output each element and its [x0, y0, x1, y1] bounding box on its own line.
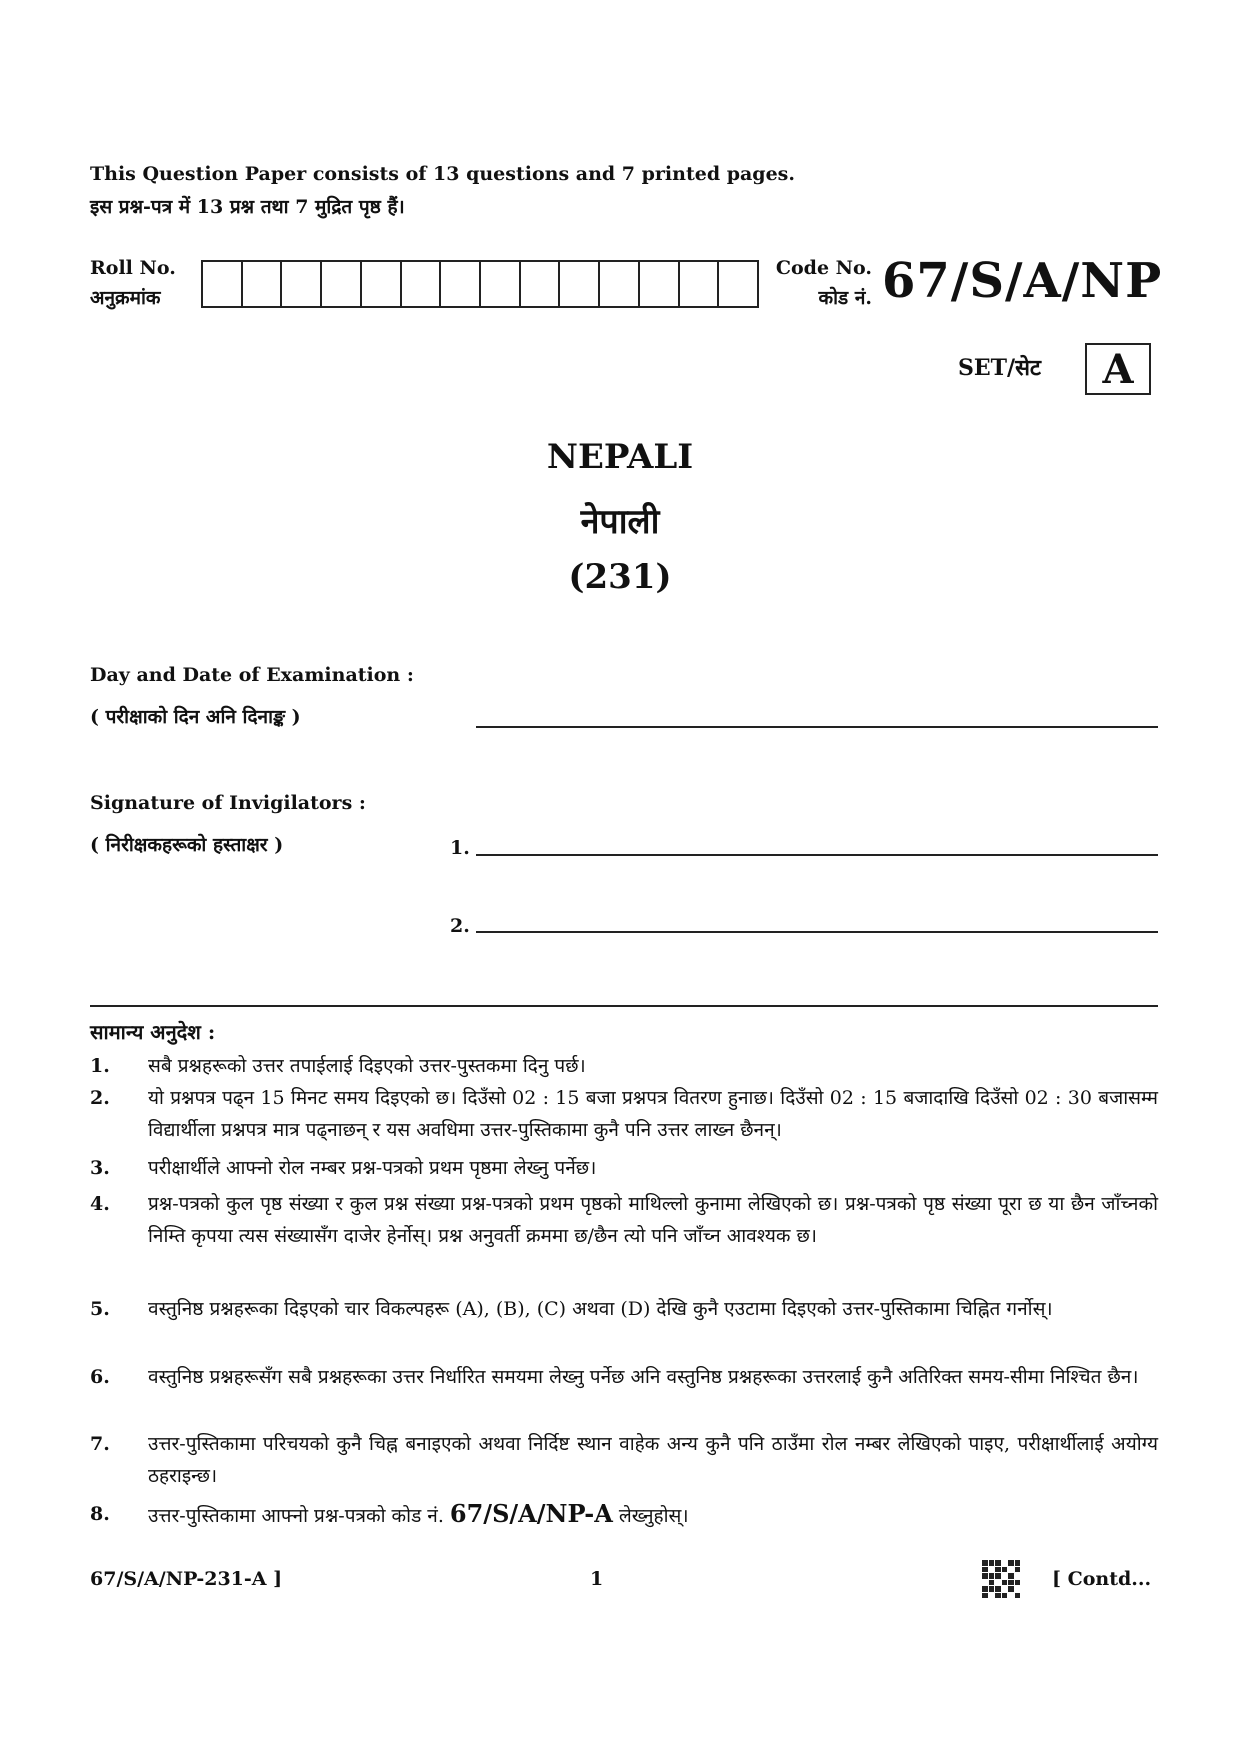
instruction-number: 7.	[90, 1433, 110, 1455]
roll-number-cell[interactable]	[717, 260, 759, 308]
page-number: 1	[590, 1568, 604, 1590]
instruction-text: उत्तर-पुस्तिकामा परिचयको कुनै चिह्न बनाइएको अथवा निर्दिष्ट स्थान वाहेक अन्य कुनै पनि ठाउँमा रोल नम्बर लेखिएको पाइए, परीक्षार्थीलाई अयोग्य ठहराइन्छ।	[148, 1433, 1158, 1487]
roll-number-cell[interactable]	[519, 260, 561, 308]
instruction-text-end: लेख्नुहोस्।	[618, 1505, 689, 1527]
code-label-hi: कोड नं.	[818, 287, 872, 309]
roll-number-cell[interactable]	[598, 260, 640, 308]
continued-label: [ Contd...	[1052, 1568, 1152, 1590]
signature-number-1: 1.	[450, 837, 470, 859]
invigilator-label-en: Signature of Invigilators :	[90, 792, 366, 814]
roll-number-boxes[interactable]	[203, 260, 759, 308]
instruction-item	[90, 1152, 1158, 1184]
footer-code: 67/S/A/NP-231-A ]	[90, 1568, 283, 1590]
section-divider	[90, 1005, 1158, 1007]
signature-line-2[interactable]	[476, 931, 1158, 933]
instruction-item	[90, 1050, 1158, 1082]
page-count-en: This Question Paper consists of 13 questions and 7 printed pages.	[90, 163, 795, 185]
subject-code: (231)	[568, 557, 672, 597]
invigilator-label-np: ( निरीक्षकहरूको हस्ताक्षर )	[90, 834, 284, 856]
roll-label-en: Roll No.	[90, 257, 176, 279]
code-label-en: Code No.	[775, 257, 872, 279]
roll-number-cell[interactable]	[241, 260, 283, 308]
instruction-number: 6.	[90, 1366, 110, 1388]
instruction-number: 8.	[90, 1503, 110, 1525]
instructions-heading: सामान्य अनुदेश :	[90, 1020, 216, 1044]
roll-number-cell[interactable]	[638, 260, 680, 308]
roll-number-cell[interactable]	[678, 260, 720, 308]
instruction-item	[90, 1188, 1158, 1284]
instruction-item	[90, 1428, 1158, 1492]
instruction-item	[90, 1082, 1158, 1146]
instruction-text: प्रश्न-पत्रको कुल पृष्ठ संख्या र कुल प्रश्न संख्या प्रश्न-पत्रको प्रथम पृष्ठको माथिल्लो कुनामा लेखिएको छ। प्रश्न-पत्रको पृष्ठ संख्या पूरा छ या छैन जाँच्नको निम्ति कृपया त्यस संख्यासँग दाजेर हेर्नोस्। प्रश्न अनुवर्ती क्रममा छ/छैन त्यो पनि जाँच्न आवश्यक छ।	[148, 1193, 1158, 1247]
roll-number-cell[interactable]	[558, 260, 600, 308]
set-box: A	[1085, 343, 1151, 395]
instruction-text: उत्तर-पुस्तिकामा आफ्नो प्रश्न-पत्रको कोड नं.	[148, 1505, 444, 1527]
signature-number-2: 2.	[450, 915, 470, 937]
instruction-text: वस्तुनिष्ठ प्रश्नहरूका दिइएको चार विकल्पहरू (A), (B), (C) अथवा (D) देखि कुनै एउटामा दिइएको उत्तर-पुस्तिकामा चिह्नित गर्नोस्।	[148, 1298, 1053, 1320]
set-label: SET/सेट	[958, 355, 1042, 381]
instruction-item	[90, 1361, 1158, 1425]
roll-label	[90, 253, 176, 313]
instruction-text: यो प्रश्नपत्र पढ्न 15 मिनट समय दिइएको छ। दिउँसो 02 : 15 बजा प्रश्नपत्र वितरण हुनाछ। दिउँसो 02 : 15 बजादाखि दिउँसो 02 : 30 बजासम्म विद्यार्थीला प्रश्नपत्र मात्र पढ्नाछन् र यस अवधिमा उत्तर-पुस्तिकामा कुनै पनि उत्तर लाख्न छैनन्।	[148, 1087, 1158, 1141]
roll-label-hi: अनुक्रमांक	[90, 287, 161, 309]
subject-title-np: नेपाली	[580, 502, 660, 542]
code-number: 67/S/A/NP	[882, 253, 1163, 309]
code-label	[762, 253, 872, 313]
roll-number-cell[interactable]	[280, 260, 322, 308]
exam-date-label-np: ( परीक्षाको दिन अनि दिनाङ्क )	[90, 706, 301, 728]
instruction-number: 1.	[90, 1055, 110, 1077]
instruction-number: 4.	[90, 1193, 110, 1215]
instruction-text: वस्तुनिष्ठ प्रश्नहरूसँग सबै प्रश्नहरूका उत्तर निर्धारित समयमा लेख्नु पर्नेछ अनि वस्तुनिष्ठ प्रश्नहरूका उत्तरलाई कुनै अतिरिक्त समय-सीमा निश्चित छैन।	[148, 1366, 1139, 1388]
instruction-code: 67/S/A/NP-A	[449, 1499, 613, 1528]
instruction-number: 2.	[90, 1087, 110, 1109]
instruction-text: सबै प्रश्नहरूको उत्तर तपाईलाई दिइएको उत्तर-पुस्तकमा दिनु पर्छ।	[148, 1055, 586, 1077]
qr-code-icon	[982, 1560, 1020, 1598]
roll-number-cell[interactable]	[479, 260, 521, 308]
exam-date-line[interactable]	[476, 726, 1158, 728]
instruction-item	[90, 1498, 1158, 1534]
instruction-text: परीक्षार्थीले आफ्नो रोल नम्बर प्रश्न-पत्रको प्रथम पृष्ठमा लेख्नु पर्नेछ।	[148, 1157, 597, 1179]
page-count-hi: इस प्रश्न-पत्र में 13 प्रश्न तथा 7 मुद्रित पृष्ठ हैं।	[90, 196, 405, 218]
signature-line-1[interactable]	[476, 854, 1158, 856]
instruction-number: 5.	[90, 1298, 110, 1320]
roll-number-cell[interactable]	[400, 260, 442, 308]
instruction-item	[90, 1293, 1158, 1357]
roll-number-cell[interactable]	[201, 260, 243, 308]
roll-number-cell[interactable]	[360, 260, 402, 308]
exam-date-label-en: Day and Date of Examination :	[90, 664, 414, 686]
roll-number-cell[interactable]	[320, 260, 362, 308]
instruction-number: 3.	[90, 1157, 110, 1179]
roll-number-cell[interactable]	[439, 260, 481, 308]
subject-title-en: NEPALI	[546, 437, 694, 477]
